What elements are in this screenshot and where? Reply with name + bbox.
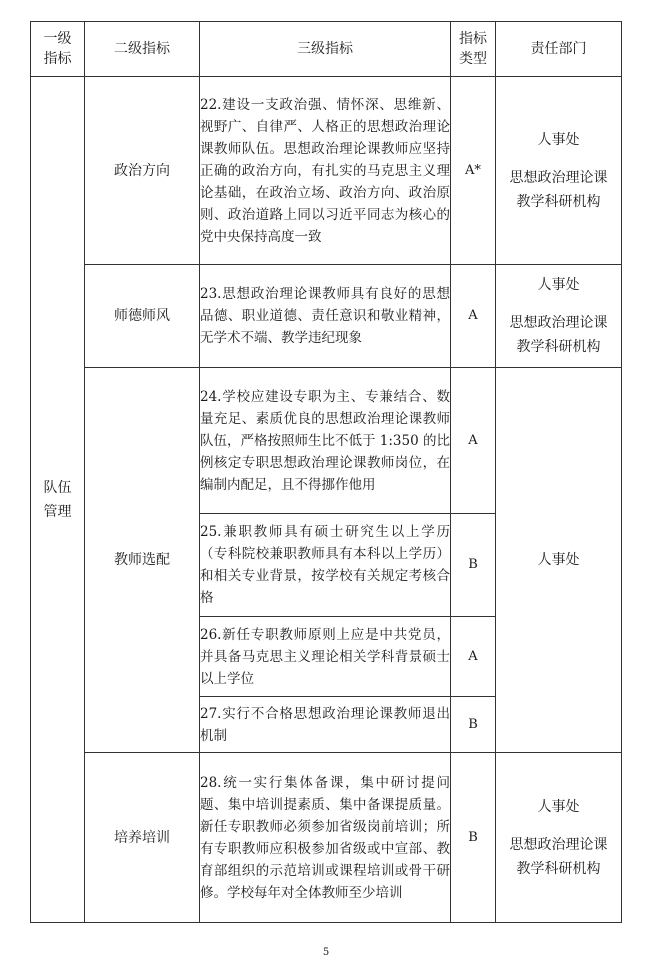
level2-text: 政治方向 [114,162,170,179]
dept-cell [496,265,622,368]
header-level1-text: 一级 指标 [43,31,72,67]
level3-cell [200,514,451,617]
header-type-text: 指标 类型 [459,31,487,67]
indicator-text: 26.新任专职教师原则上应是中共党员，并具备马克思主义理论相关学科背景硕士以上学位 [200,626,450,687]
header-level2-text: 二级指标 [114,41,170,57]
dept-hr: 人事处 [537,798,580,815]
table-row [31,368,622,514]
indicator-table [30,21,622,923]
table-row [31,753,622,923]
header-dept [496,22,622,77]
level1-cell [31,77,85,923]
level2-cell-training [85,753,200,923]
type-text: B [468,557,478,572]
dept-cell [496,77,622,265]
type-cell [451,368,496,514]
dept-hr: 人事处 [537,552,580,568]
header-level2 [85,22,200,77]
level2-text: 培养培训 [114,829,170,846]
header-level3 [200,22,451,77]
level3-cell [200,368,451,514]
dept-cell [496,368,622,753]
level2-cell-political [85,77,200,265]
type-cell [451,697,496,753]
dept-research-line1: 思想政治理论课 [509,315,608,331]
header-type [451,22,496,77]
level3-cell [200,265,451,368]
type-cell [451,265,496,368]
type-cell [451,77,496,265]
indicator-text: 25.兼职教师具有硕士研究生以上学历（专科院校兼职教师具有本科以上学历）和相关专业背景，按学校有关规定考核合格 [200,524,450,606]
level2-text: 教师选配 [114,552,170,568]
header-row [31,22,622,77]
type-text: B [468,829,478,845]
type-text: A* [465,162,481,178]
level3-cell [200,753,451,923]
type-text: A [468,432,478,448]
type-text: A [468,648,478,664]
dept-research-line1: 思想政治理论课 [509,169,608,186]
indicator-text: 24.学校应建设专职为主、专兼结合、数量充足、素质优良的思想政治理论课教师队伍，严格按照师生比不低于 1:350 的比例核定专职思想政治理论课教师岗位，在编制内配足，且不得挪作他用 [200,388,450,493]
page-number: 5 [322,947,330,958]
type-cell [451,514,496,617]
type-text: A [468,308,478,323]
indicator-text: 22.建设一支政治强、情怀深、思维新、视野广、自律严、人格正的思想政治理论课教师队伍。思想政治理论课教师应坚持正确的政治方向，有扎实的马克思主义理论基础，在政治立场、政治方向、政治原则、政治道路上同以习近平同志为核心的党中央保持高度一致 [200,96,450,245]
dept-research-line2: 教学科研机构 [516,339,601,355]
dept-hr: 人事处 [537,131,580,148]
header-level3-text: 三级指标 [297,41,353,57]
dept-cell [496,753,622,923]
table-row [31,265,622,368]
header-level1 [31,22,85,77]
level3-cell [200,617,451,697]
level3-cell [200,77,451,265]
dept-research-line1: 思想政治理论课 [509,836,608,853]
indicator-text: 27.实行不合格思想政治理论课教师退出机制 [200,705,450,744]
table-row [31,77,622,265]
type-text: B [468,716,478,732]
level2-text: 师德师风 [114,308,170,324]
dept-research-line2: 教学科研机构 [516,860,601,877]
header-dept-text: 责任部门 [530,41,587,57]
level2-cell-ethics [85,265,200,368]
type-cell [451,617,496,697]
level1-text: 队伍 管理 [43,479,72,520]
dept-hr: 人事处 [537,277,580,293]
indicator-text: 28.统一实行集体备课，集中研讨提问题、集中培训提素质、集中备课提质量。新任专职教师必须参加省级岗前培训；所有专职教师应积极参加省级或中宣部、教育部组织的示范培训或课程培训或骨干研修。学校每年对全体教师至少培训 [200,774,450,901]
dept-research-line2: 教学科研机构 [516,193,601,210]
type-cell [451,753,496,923]
indicator-text: 23.思想政治理论课教师具有良好的思想品德、职业道德、责任意识和敬业精神，无学术不端、教学违纪现象 [200,286,450,346]
level3-cell [200,697,451,753]
level2-cell-staffing [85,368,200,753]
